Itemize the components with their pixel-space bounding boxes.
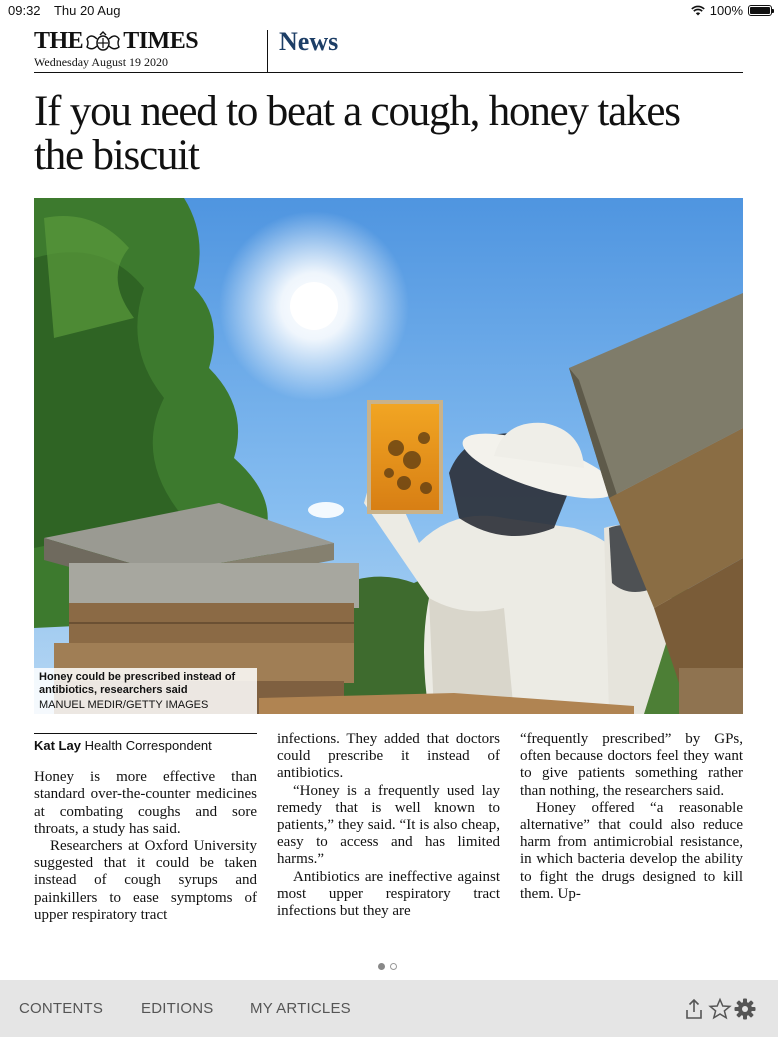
- status-right: [691, 3, 772, 18]
- paragraph: infections. They added that doctors could prescribe it instead of antibiotics.: [277, 731, 500, 782]
- page-indicator: [378, 963, 397, 970]
- my-articles-button[interactable]: MY ARTICLES: [250, 1000, 351, 1017]
- byline-name: Kat Lay: [34, 738, 81, 753]
- masthead: [34, 28, 743, 73]
- paragraph: Honey offered “a reasonable alternative” that could also reduce harm from antimicrobial resistance, in which bacteria develop the ability to fight the drugs designed to kill them. Up-: [520, 799, 743, 902]
- page-dot-1[interactable]: [378, 963, 385, 970]
- page-dot-2[interactable]: [390, 963, 397, 970]
- paragraph: “Honey is a frequently used lay remedy that is well known to patients,” they said. “It is also cheap, easy to access and has limited harms.”: [277, 782, 500, 868]
- contents-button[interactable]: CONTENTS: [19, 1000, 104, 1017]
- gear-icon[interactable]: [733, 997, 757, 1021]
- wifi-icon: [691, 5, 705, 16]
- logo-times: TIMES: [123, 28, 199, 54]
- article-column-1: [34, 733, 257, 924]
- article-photo[interactable]: [34, 198, 743, 714]
- crest-icon: [85, 31, 121, 53]
- masthead-divider: [267, 30, 268, 72]
- battery-icon: [748, 5, 772, 16]
- bottom-toolbar: [0, 980, 778, 1037]
- photo-credit: MANUEL MEDIR/GETTY IMAGES: [39, 699, 209, 711]
- editions-button[interactable]: EDITIONS: [141, 1000, 214, 1017]
- paragraph: “frequently prescribed” by GPs, often because doctors feel they want to give patients something rather than nothing, the researchers said.: [520, 731, 743, 799]
- battery-percent: 100%: [709, 3, 743, 18]
- paragraph: Honey is more effective than standard over-the-counter medicines at combating coughs and sore throats, a study has said.: [34, 769, 257, 837]
- times-logo[interactable]: [34, 28, 198, 55]
- article-column-3: [520, 731, 743, 903]
- paragraph: Antibiotics are ineffective against most upper respiratory tract infections but they are: [277, 868, 500, 920]
- article-column-2: [277, 731, 500, 920]
- edition-date: Wednesday August 19 2020: [34, 55, 169, 69]
- section-title: News: [279, 27, 339, 56]
- paragraph: Researchers at Oxford University suggested that it could be taken instead of cough syrups and painkillers to ease symptoms of upper respiratory tract: [34, 838, 257, 923]
- share-icon[interactable]: [682, 997, 706, 1021]
- byline: [34, 733, 257, 754]
- status-date: Thu 20 Aug: [53, 3, 121, 18]
- status-bar: [0, 0, 778, 22]
- beekeeper-photo: [34, 198, 743, 714]
- article-headline: If you need to beat a cough, honey takes the biscuit: [34, 88, 680, 179]
- logo-the: THE: [34, 28, 84, 54]
- caption-text: Honey could be prescribed instead of antibiotics, researchers said: [39, 671, 236, 696]
- photo-caption: [34, 668, 257, 714]
- star-icon[interactable]: [708, 997, 732, 1021]
- byline-role: Health Correspondent: [80, 738, 212, 753]
- status-left: [8, 3, 130, 18]
- status-time: 09:32: [8, 3, 41, 18]
